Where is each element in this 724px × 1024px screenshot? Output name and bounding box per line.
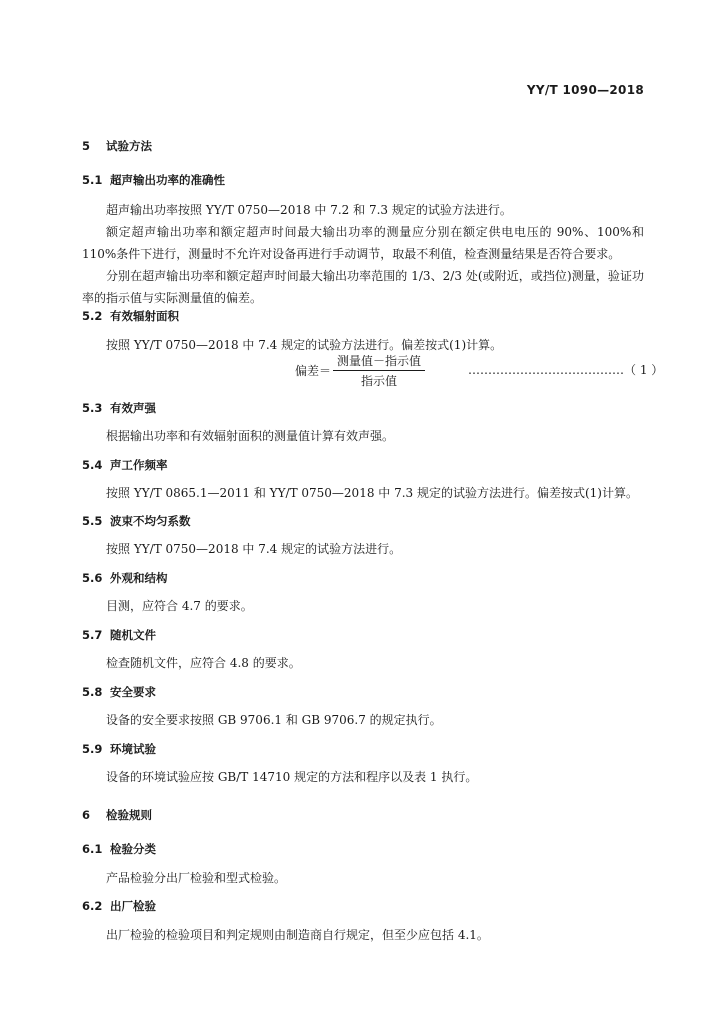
equation-1 [295, 352, 425, 389]
numerator: 测量值－指示值 [333, 352, 425, 371]
section-title: 外观和结构 [110, 571, 168, 585]
section-title: 检验规则 [106, 808, 152, 822]
section-5-8-heading [82, 684, 156, 700]
section-number: 6.2 [82, 899, 103, 913]
paragraph: 按照 YY/T 0750—2018 中 7.4 规定的试验方法进行。偏差按式(1)计算。 [106, 338, 503, 352]
section-number: 6 [82, 808, 91, 822]
section-5-5-heading [82, 513, 191, 529]
paragraph: 分别在超声输出功率和额定超声时间最大输出功率范围的 1/3、2/3 处(或附近，或挡位)测量，验证功率的指示值与实际测量值的偏差。 [82, 269, 644, 305]
paragraph: 设备的环境试验应按 GB/T 14710 规定的方法和程序以及表 1 执行。 [106, 770, 478, 784]
section-5-3-heading [82, 400, 156, 416]
section-title: 超声输出功率的准确性 [110, 173, 225, 187]
section-title: 有效辐射面积 [110, 309, 179, 323]
section-title: 随机文件 [110, 628, 156, 642]
section-number: 5.7 [82, 628, 103, 642]
standard-number: YY/T 1090—2018 [526, 83, 644, 97]
paragraph: 产品检验分出厂检验和型式检验。 [106, 871, 287, 885]
section-number: 5.3 [82, 401, 103, 415]
section-5-2-heading [82, 308, 179, 324]
section-number: 5.6 [82, 571, 103, 585]
fraction [333, 352, 425, 389]
section-5-heading [82, 138, 152, 154]
section-5-9-heading [82, 741, 156, 757]
section-number: 5.9 [82, 742, 103, 756]
section-5-6-heading [82, 570, 168, 586]
section-5-1-heading [82, 172, 225, 188]
section-number: 5.8 [82, 685, 103, 699]
section-title: 检验分类 [110, 842, 156, 856]
paragraph: 目测，应符合 4.7 的要求。 [106, 599, 253, 613]
paragraph: 检查随机文件，应符合 4.8 的要求。 [106, 656, 301, 670]
section-number: 5.5 [82, 514, 103, 528]
paragraph: 超声输出功率按照 YY/T 0750—2018 中 7.2 和 7.3 规定的试验方法进行。 [106, 203, 512, 217]
section-number: 5.4 [82, 458, 103, 472]
section-title: 声工作频率 [110, 458, 168, 472]
denominator: 指示值 [361, 374, 398, 388]
section-number: 5 [82, 139, 91, 153]
paragraph: 按照 YY/T 0865.1—2011 和 YY/T 0750—2018 中 7.3 规定的试验方法进行。偏差按式(1)计算。 [106, 486, 638, 500]
section-6-2-heading [82, 898, 156, 914]
section-number: 5.1 [82, 173, 103, 187]
section-title: 安全要求 [110, 685, 156, 699]
paragraph: 设备的安全要求按照 GB 9706.1 和 GB 9706.7 的规定执行。 [106, 713, 442, 727]
section-title: 有效声强 [110, 401, 156, 415]
section-title: 出厂检验 [110, 899, 156, 913]
section-title: 试验方法 [106, 139, 152, 153]
section-6-heading [82, 807, 152, 823]
paragraph: 按照 YY/T 0750—2018 中 7.4 规定的试验方法进行。 [106, 542, 402, 556]
section-5-7-heading [82, 627, 156, 643]
equation-lhs: 偏差＝ [295, 364, 332, 378]
section-5-4-heading [82, 457, 168, 473]
section-title: 波束不均匀系数 [110, 514, 191, 528]
equation-number: …………………………………（ 1 ） [468, 363, 664, 377]
paragraph: 根据输出功率和有效辐射面积的测量值计算有效声强。 [106, 429, 395, 443]
paragraph: 出厂检验的检验项目和判定规则由制造商自行规定，但至少应包括 4.1。 [106, 928, 489, 942]
section-title: 环境试验 [110, 742, 156, 756]
section-6-1-heading [82, 841, 156, 857]
paragraph: 额定超声输出功率和额定超声时间最大输出功率的测量应分别在额定供电电压的 90%、100%和110%条件下进行，测量时不允许对设备再进行手动调节，取最不利值，检查测量结果是否符合要求。 [82, 225, 644, 261]
section-number: 6.1 [82, 842, 103, 856]
section-number: 5.2 [82, 309, 103, 323]
